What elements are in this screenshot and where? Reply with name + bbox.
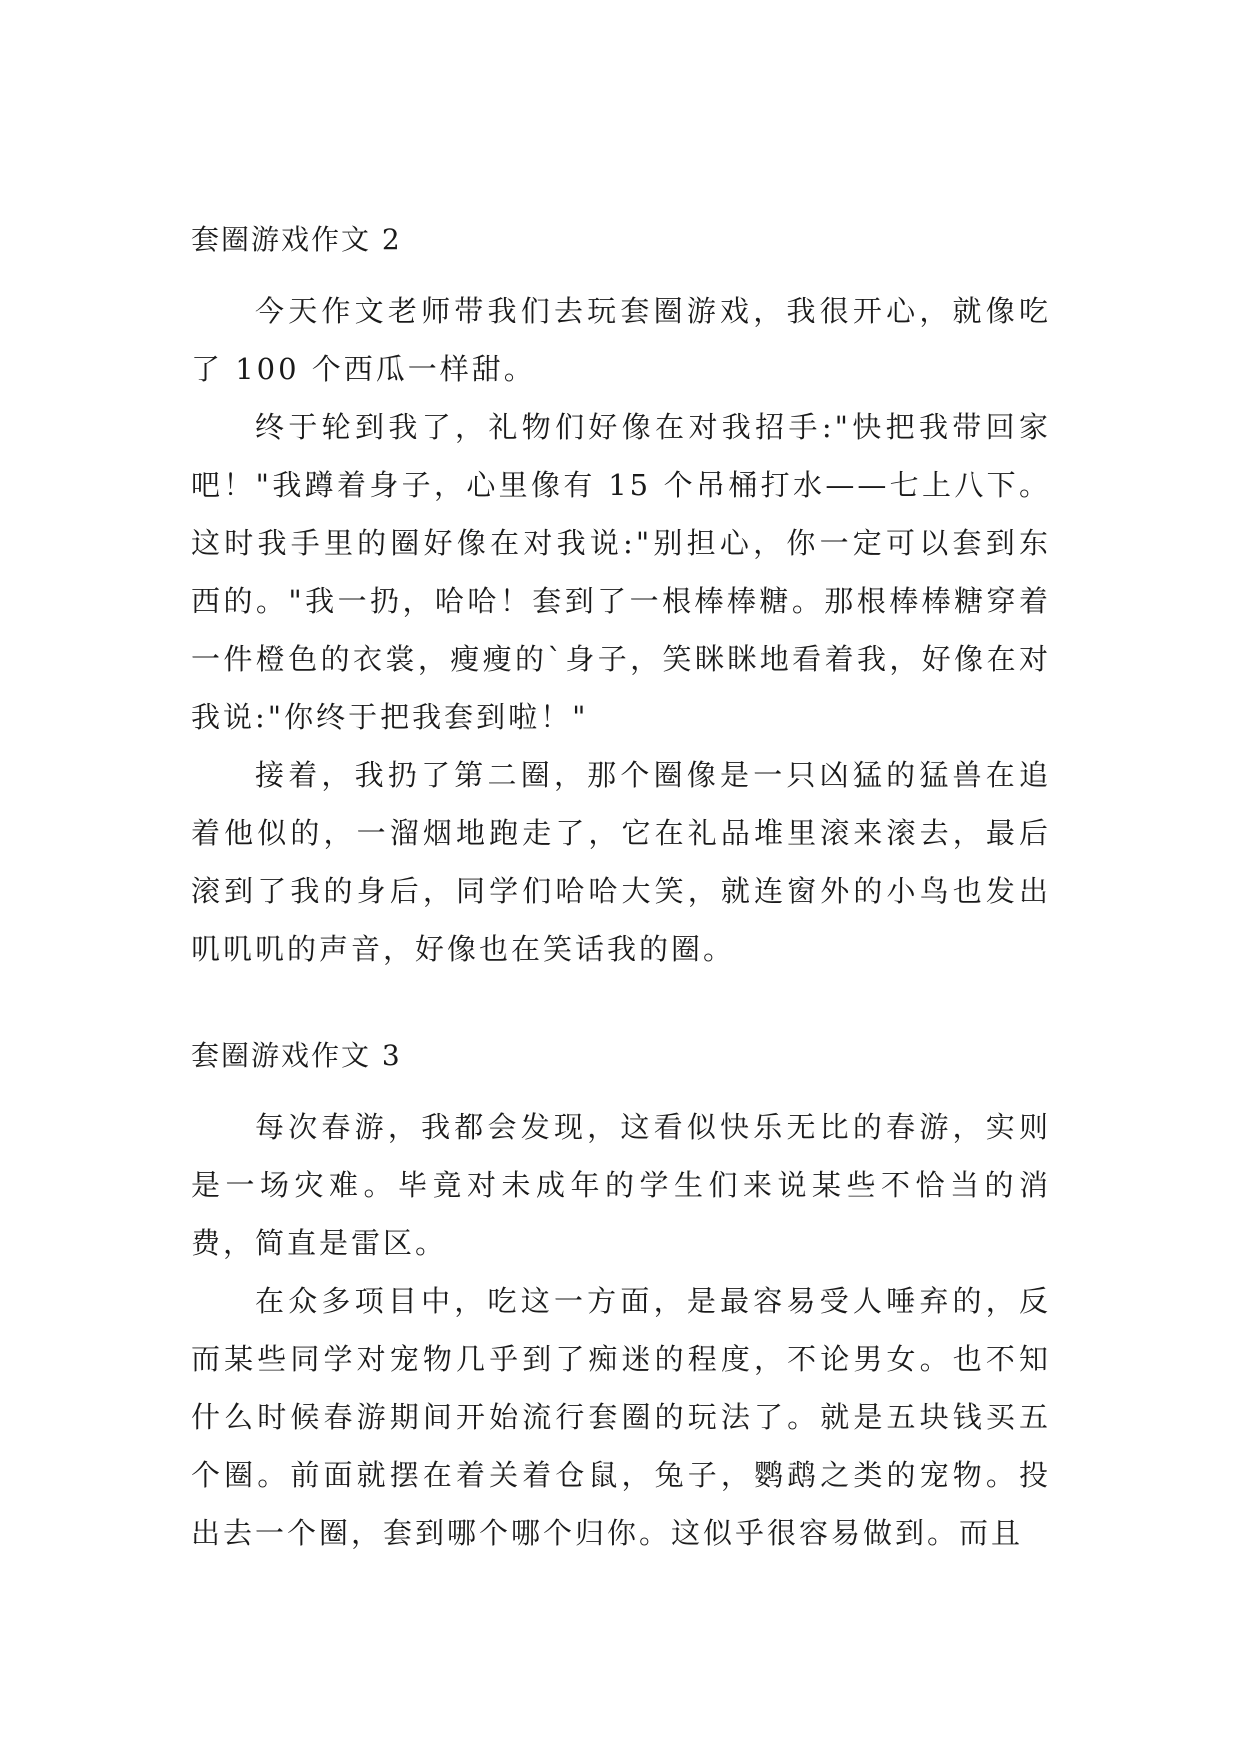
paragraph: 终于轮到我了，礼物们好像在对我招手:"快把我带回家吧！"我蹲着身子，心里像有 15 个吊桶打水——七上八下。这时我手里的圈好像在对我说:"别担心，你一定可以套到东西的。"我一扔，哈哈！套到了一根棒棒糖。那根棒棒糖穿着一件橙色的衣裳，瘦瘦的`身子，笑眯眯地看着我，好像在对我说:"你终于把我套到啦！" — [191, 410, 1051, 734]
section-title: 套圈游戏作文 3 — [191, 1039, 402, 1072]
section-title: 套圈游戏作文 2 — [191, 223, 402, 256]
paragraph: 今天作文老师带我们去玩套圈游戏，我很开心，就像吃了 100 个西瓜一样甜。 — [191, 294, 1051, 386]
paragraph: 在众多项目中，吃这一方面，是最容易受人唾弃的，反而某些同学对宠物几乎到了痴迷的程度，不论男女。也不知什么时候春游期间开始流行套圈的玩法了。就是五块钱买五个圈。前面就摆在着关着仓鼠，兔子，鹦鹉之类的宠物。投出去一个圈，套到哪个哪个归你。这似乎很容易做到。而且 — [191, 1284, 1051, 1550]
paragraph: 接着，我扔了第二圈，那个圈像是一只凶猛的猛兽在追着他似的，一溜烟地跑走了，它在礼品堆里滚来滚去，最后滚到了我的身后，同学们哈哈大笑，就连窗外的小鸟也发出叽叽叽的声音，好像也在笑话我的圈。 — [191, 758, 1051, 966]
essay-section-3 — [191, 1038, 1051, 1562]
paragraph: 每次春游，我都会发现，这看似快乐无比的春游，实则是一场灾难。毕竟对未成年的学生们来说某些不恰当的消费，简直是雷区。 — [191, 1110, 1051, 1260]
essay-section-2 — [191, 222, 1051, 978]
